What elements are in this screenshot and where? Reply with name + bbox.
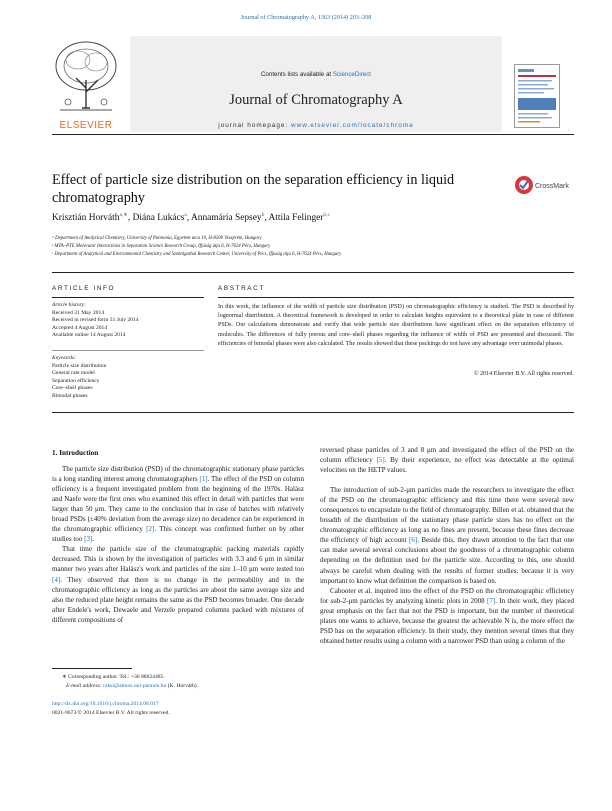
body-paragraph [52,544,304,624]
homepage-link[interactable]: www.elsevier.com/locate/chroma [291,122,414,129]
citation-link[interactable]: [5] [376,456,385,465]
footnote-rule [52,668,132,669]
author-name[interactable]: Annamária Sepsey [191,213,262,224]
article-title: Effect of particle size distribution on the separation efficiency in liquid chromatography [52,172,455,206]
contents-prefix: Contents lists available at [260,71,333,78]
keyword: Particle size distribution [52,362,107,369]
journal-title: Journal of Chromatography A [229,92,403,108]
author-affiliation-mark: b,c [323,212,330,218]
author-list [52,212,330,223]
body-text: . Beside this, they drawn attention to the fact that one can make several several conclusions about the goodness of a chromatographic column depending on the definition used for the particle size. According to this, one should always be careful when dealing with the results of former studies, because it is very important to know what definition the comparison is based on. [320,536,574,585]
citation-link[interactable]: [1] [199,475,208,484]
keywords-rule [52,350,204,351]
abstract-text: In this work, the influence of the width of particle size distribution (PSD) on chromatographic efficiency is studied. The PSD is described by lognormal distribution. A theoretical framework is developed in order to calculate heights equivalent to a theoretical plate in case of different PSDs. Our calculations demonstrate and verify that wide particle size distributions have significant effect on the separation efficiency of molecules. The differences of fully porous and core–shell phases regarding the influence of width of PSD are presented and discussed. The efficiencies of bimodal phases were also calculated. The results showed that these packings do not have any advantage over unimodal phases. [218,304,574,347]
author-affiliation-mark: b [261,212,265,218]
author-separator: , [186,213,191,224]
abstract-heading: ABSTRACT [218,285,265,292]
body-text: Cabooter et al. inquired into the effect of the PSD on the chromatographic efficiency for sub-2-μm particles by analyzing kinetic plots in 2008 [320,586,574,605]
email-link[interactable]: raksi@almos.uni-pannon.hu [103,683,167,689]
abstract-rule [218,297,574,298]
article-info-heading: ARTICLE INFO [52,285,116,292]
keyword: Separation efficiency [52,377,100,384]
article-history [52,302,139,340]
affiliation-b: ᵇ MTA–PTE Molecular Interactions in Separation Science Research Group, Ifjúság útja 6, H-7624 Pécs, Hungary [52,244,271,249]
body-text: reversed phase particles of 3 and 8 μm and investigated the effect of the PSD on the column efficiency [320,446,574,465]
body-text: . The effect of the PSD on column efficiency is a frequent investigated problem from the beginning of the 1970s. Halász and Naefe were the first ones who examined this effect in detail with particles that were larger than 50 μm. They came to the conclusion that in case of batches with relatively broad PSDs (±40% deviation from the average size) no decadence can be experienced in the chromatographic efficiency [52,475,305,534]
body-right-column [320,445,574,646]
body-text: . In their work, they placed great emphasis on the fact that not the PSD is important, but the number of theoretical plates one wants to achieve, because the greatest the achievable N is, the more effect the PSD has on the separation efficiency. In their study, they mention several times that they obtained better results using a column with a narrower PSD than using a column of the [320,596,575,645]
body-text: . They observed that there is no change in the permeability and in the chromatographic efficiency as long as the particles are about the same average size and also the reduced plate height remains the same as the PSD becomes broader. One decade after Endele's work, Dewaele and Verzele prepared columns packed with mixtures of different compositions of [52,575,304,624]
elsevier-logo [52,36,120,132]
keyword: Bimodal phases [52,392,88,399]
history-item: Available online 14 August 2014 [52,332,126,339]
affiliation-c: ᶜ Department of Analytical and Environmental Chemistry and Szentágothai Research Center, University of Pécs, Ifjúság útja 6, H-7624 Pécs, Hungary [52,252,342,257]
email-label: E-mail address: [66,683,104,689]
keyword: General rate model [52,370,95,377]
author-name[interactable]: Attila Felinger [268,213,324,224]
journal-homepage [130,122,502,129]
masthead-center [130,36,502,132]
article-info-rule [52,297,204,298]
corresponding-author-note: ∗ Corresponding author. Tel.: +36 88624485. [62,674,165,680]
doi-line [52,700,159,708]
email-note [66,682,198,690]
body-paragraph [320,445,574,475]
journal-reference[interactable]: Journal of Chromatography A, 1363 (2014) 203–208 [240,14,372,21]
email-suffix: (K. Horváth). [166,683,199,689]
abstract-bottom-rule [52,412,574,413]
doi-link[interactable]: http://dx.doi.org/10.1016/j.chroma.2014.08.017 [52,701,159,707]
keywords-label: Keywords: [52,355,77,361]
author-separator: , [127,213,133,224]
header-rule [52,272,574,273]
history-item: Received in revised form 31 July 2014 [52,317,139,324]
body-paragraph [52,464,304,544]
history-item: Accepted 4 August 2014 [52,324,108,331]
journal-masthead [52,36,558,132]
homepage-prefix: journal homepage: [218,122,291,129]
history-item: Received 31 May 2014 [52,309,105,316]
keywords [52,355,106,401]
author-affiliation-mark: a,∗ [119,212,128,218]
body-left-column [52,464,304,625]
abstract-copyright: © 2014 Elsevier B.V. All rights reserved. [473,371,574,377]
journal-cover-icon [514,64,560,128]
author-name[interactable]: Krisztián Horváth [52,213,120,224]
body-paragraph [320,586,574,646]
masthead-rule [52,134,574,135]
citation-link[interactable]: [2] [146,525,155,534]
author-affiliation-mark: a [184,212,187,218]
citation-link[interactable]: [6] [409,536,418,545]
citation-link[interactable]: [3] [84,535,93,544]
citation-link[interactable]: [7] [486,596,496,605]
crossmark-icon[interactable] [514,174,574,196]
crossmark-label: CrossMark [535,183,569,190]
history-label: Article history: [52,302,87,308]
body-paragraph [320,485,574,585]
sciencedirect-link[interactable]: ScienceDirect [332,71,372,78]
body-text: . By their experience, no effect was detectable at the optimal velocities on the HETP values. [320,456,574,475]
body-text: The introduction of sub-2-μm particles made the researchers to investigate the effect of the PSD on the chromatographic efficiency and this time there were several new consequences to encapsulate to the field of chromatography. Billen et al. obtained that the breadth of the distribution of the stationary phase particle sizes has no effect on the chromatographic efficiency as long as no fines are present, because these fines decrease the efficiency of high account [320,486,574,545]
citation-link[interactable]: [4] [52,575,61,584]
body-text: That time the particle size of the chromatographic packing materials rapidly decreased. This is shown by the investigation of particles with 3.3 and 6 μm in similar manner two years after Halász's work and particles of the size 1–10 μm were tested too [52,545,304,574]
author-name[interactable]: Diána Lukács [132,213,185,224]
publisher-name: ELSEVIER [59,120,113,131]
contents-line [130,71,502,78]
elsevier-tree-icon [52,36,120,116]
keyword: Core–shell phases [52,385,93,392]
author-separator: , [264,213,269,224]
body-text: The particle size distribution (PSD) of the chromatographic stationary phase particles is a long standing interest among chromatographers [52,465,304,484]
body-text: . This concept was confirmed further on by other studies too [52,525,304,544]
body-text: . [92,535,95,544]
issn-line: 0021-9673/© 2014 Elsevier B.V. All rights reserved. [52,710,170,716]
section-heading-introduction: 1. Introduction [52,449,99,457]
affiliation-a: ᵃ Department of Analytical Chemistry, University of Pannonia, Egyetem utca 10, H-8200 Veszprém, Hungary [52,236,262,241]
